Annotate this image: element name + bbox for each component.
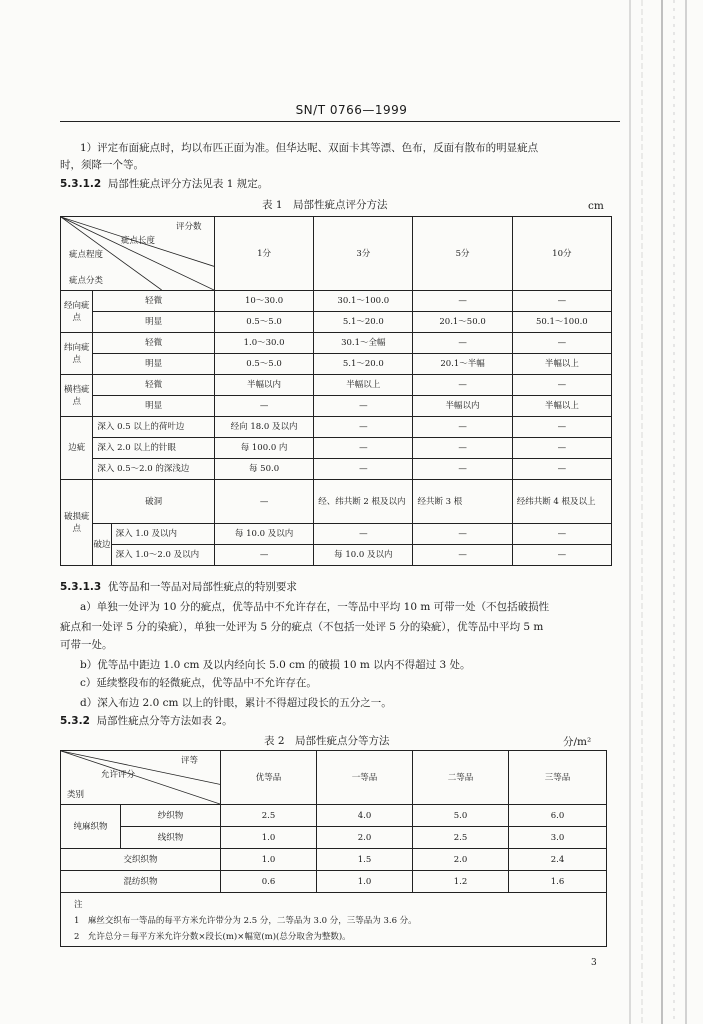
cell: —	[314, 417, 413, 438]
corner-score: 评分数	[176, 222, 202, 232]
cell: 半幅以上	[512, 396, 611, 417]
intro-line-1: 1）评定布面疵点时，均以布匹正面为准。但华达呢、双面卡其等漂、色布，反面有散布的明显疵点	[80, 142, 539, 154]
corner-allowed: 允许评分	[101, 770, 136, 780]
cell: —	[413, 417, 512, 438]
section-532	[60, 714, 233, 728]
section-number: 5.3.1.2	[60, 178, 102, 190]
cell: 1.6	[509, 871, 607, 893]
item-b: b）优等品中距边 1.0 cm 及以内经向长 5.0 cm 的破损 10 m 以内不得超过 3 处。	[80, 659, 471, 671]
cell: 0.6	[221, 871, 317, 893]
cell: 10～30.0	[214, 291, 313, 312]
group-horiz: 横档疵点	[61, 375, 93, 417]
row-label: 轻微	[93, 333, 215, 354]
cell: 1.2	[413, 871, 509, 893]
cell: 1.0	[221, 827, 317, 849]
group-hole-edge: 破边	[93, 524, 111, 566]
cell: 半幅以内	[214, 375, 313, 396]
cell: 1.0	[221, 849, 317, 871]
row-label: 混纺织物	[61, 871, 221, 893]
row-label: 明显	[93, 396, 215, 417]
cell: 1.5	[317, 849, 413, 871]
row-label: 深入 1.0～2.0 及以内	[111, 545, 214, 566]
cell: 每 50.0	[214, 459, 313, 480]
cell: 2.4	[509, 849, 607, 871]
item-a-1: a）单独一处评为 10 分的疵点，优等品中不允许存在，一等品中平均 10 m 可带一处（不包括破损性	[80, 601, 550, 613]
cell: 半幅以上	[512, 354, 611, 375]
row-label: 深入 2.0 以上的针眼	[93, 438, 215, 459]
group-warp: 经向疵点	[61, 291, 93, 333]
section-number: 5.3.2	[60, 715, 90, 727]
page-number: 3	[591, 958, 597, 968]
header-first: 一等品	[317, 751, 413, 805]
section-5313	[60, 580, 297, 594]
cell: —	[413, 333, 512, 354]
cell: —	[512, 459, 611, 480]
cell: —	[512, 375, 611, 396]
header-10pt: 10分	[512, 217, 611, 291]
section-text: 局部性疵点评分方法见表 1 规定。	[107, 178, 269, 190]
section-number: 5.3.1.3	[60, 581, 102, 593]
cell: —	[214, 480, 313, 524]
row-label: 深入 0.5 以上的荷叶边	[93, 417, 215, 438]
section-5312	[60, 177, 268, 191]
item-c: c）延续整段布的轻微疵点，优等品中不允许存在。	[80, 677, 317, 689]
cell: —	[413, 438, 512, 459]
cell: 20.1～半幅	[413, 354, 512, 375]
table1-unit: cm	[588, 200, 604, 212]
table1-caption: 表 1 局部性疵点评分方法	[262, 199, 388, 211]
cell: —	[512, 438, 611, 459]
cell: 2.0	[413, 849, 509, 871]
cell: 0.5～5.0	[214, 354, 313, 375]
cell: 每 10.0 及以内	[214, 524, 313, 545]
cell: —	[314, 396, 413, 417]
cell: —	[512, 545, 611, 566]
table1	[60, 216, 612, 566]
header-5pt: 5分	[413, 217, 512, 291]
cell: 50.1～100.0	[512, 312, 611, 333]
cell: —	[413, 459, 512, 480]
cell: 2.0	[317, 827, 413, 849]
cell: 30.1～全幅	[314, 333, 413, 354]
table2-caption: 表 2 局部性疵点分等方法	[264, 735, 390, 747]
cell: —	[413, 291, 512, 312]
note-label: 注	[74, 900, 83, 910]
section-text: 局部性疵点分等方法如表 2。	[96, 715, 233, 727]
cell: —	[314, 459, 413, 480]
cell: —	[413, 524, 512, 545]
cell: 4.0	[317, 805, 413, 827]
corner-grade: 评等	[181, 756, 199, 766]
cell: —	[512, 417, 611, 438]
cell: —	[314, 524, 413, 545]
header-3pt: 3分	[314, 217, 413, 291]
header-premium: 优等品	[221, 751, 317, 805]
cell: 5.1～20.0	[314, 312, 413, 333]
group-edge: 边疵	[61, 417, 93, 480]
cell: —	[512, 524, 611, 545]
row-label: 轻微	[93, 375, 215, 396]
cell: 5.1～20.0	[314, 354, 413, 375]
standard-header: SN/T 0766—1999	[295, 103, 408, 117]
row-label: 轻微	[93, 291, 215, 312]
table1-corner-cell	[61, 217, 215, 291]
group-hole: 破损疵点	[61, 480, 93, 566]
row-label: 深入 1.0 及以内	[111, 524, 214, 545]
corner-length: 疵点长度	[121, 236, 156, 246]
note-1: 1 麻丝交织布一等品的每平方米允许带分为 2.5 分，二等品为 3.0 分，三等品为 3.6 分。	[74, 916, 417, 926]
cell: 30.1～100.0	[314, 291, 413, 312]
cell: 5.0	[413, 805, 509, 827]
header-second: 二等品	[413, 751, 509, 805]
cell: 半幅以内	[413, 396, 512, 417]
note-2: 2 允许总分＝每平方米允许分数×段长(m)×幅宽(m)(总分取舍为整数)。	[74, 932, 351, 942]
cell: 经向 18.0 及以内	[214, 417, 313, 438]
header-1pt: 1分	[214, 217, 313, 291]
table2-unit: 分/m²	[563, 736, 592, 748]
item-a-2: 疵点和一处评 5 分的染疵），单独一处评为 5 分的疵点（不包括一处评 5 分的染疵），优等品中平均 5 m	[60, 621, 544, 633]
cell: 每 100.0 内	[214, 438, 313, 459]
cell: 经共断 3 根	[413, 480, 512, 524]
cell: 6.0	[509, 805, 607, 827]
cell: —	[413, 545, 512, 566]
cell: 经、纬共断 2 根及以内	[314, 480, 413, 524]
cell: 1.0～30.0	[214, 333, 313, 354]
cell: —	[214, 396, 313, 417]
scan-edge-artifact	[622, 0, 703, 1024]
row-label: 纱织物	[121, 805, 221, 827]
cell: —	[512, 291, 611, 312]
row-label: 明显	[93, 354, 215, 375]
corner-class: 疵点分类	[69, 276, 104, 286]
table2-corner-cell	[61, 751, 221, 805]
row-label: 交织织物	[61, 849, 221, 871]
section-text: 优等品和一等品对局部性疵点的特别要求	[107, 581, 297, 593]
cell: —	[512, 333, 611, 354]
row-label: 线织物	[121, 827, 221, 849]
header-rule	[60, 121, 620, 122]
cell: 1.0	[317, 871, 413, 893]
row-label: 深入 0.5～2.0 的深浅边	[93, 459, 215, 480]
corner-category: 类别	[67, 790, 85, 800]
cell: 0.5～5.0	[214, 312, 313, 333]
group-weft: 纬向疵点	[61, 333, 93, 375]
cell: 经纬共断 4 根及以上	[512, 480, 611, 524]
corner-degree: 疵点程度	[69, 250, 104, 260]
item-d: d）深入布边 2.0 cm 以上的针眼，累计不得超过段长的五分之一。	[80, 697, 392, 709]
row-label: 破洞	[93, 480, 215, 524]
intro-line-2: 时，须降一个等。	[60, 159, 144, 171]
cell: 半幅以上	[314, 375, 413, 396]
cell: —	[314, 438, 413, 459]
cell: —	[214, 545, 313, 566]
row-label: 明显	[93, 312, 215, 333]
header-third: 三等品	[509, 751, 607, 805]
group-pure-linen: 纯麻织物	[61, 805, 121, 849]
cell: 3.0	[509, 827, 607, 849]
cell: 20.1～50.0	[413, 312, 512, 333]
cell: —	[413, 375, 512, 396]
cell: 2.5	[413, 827, 509, 849]
cell: 2.5	[221, 805, 317, 827]
cell: 每 10.0 及以内	[314, 545, 413, 566]
item-a-3: 可带一处。	[60, 639, 113, 651]
